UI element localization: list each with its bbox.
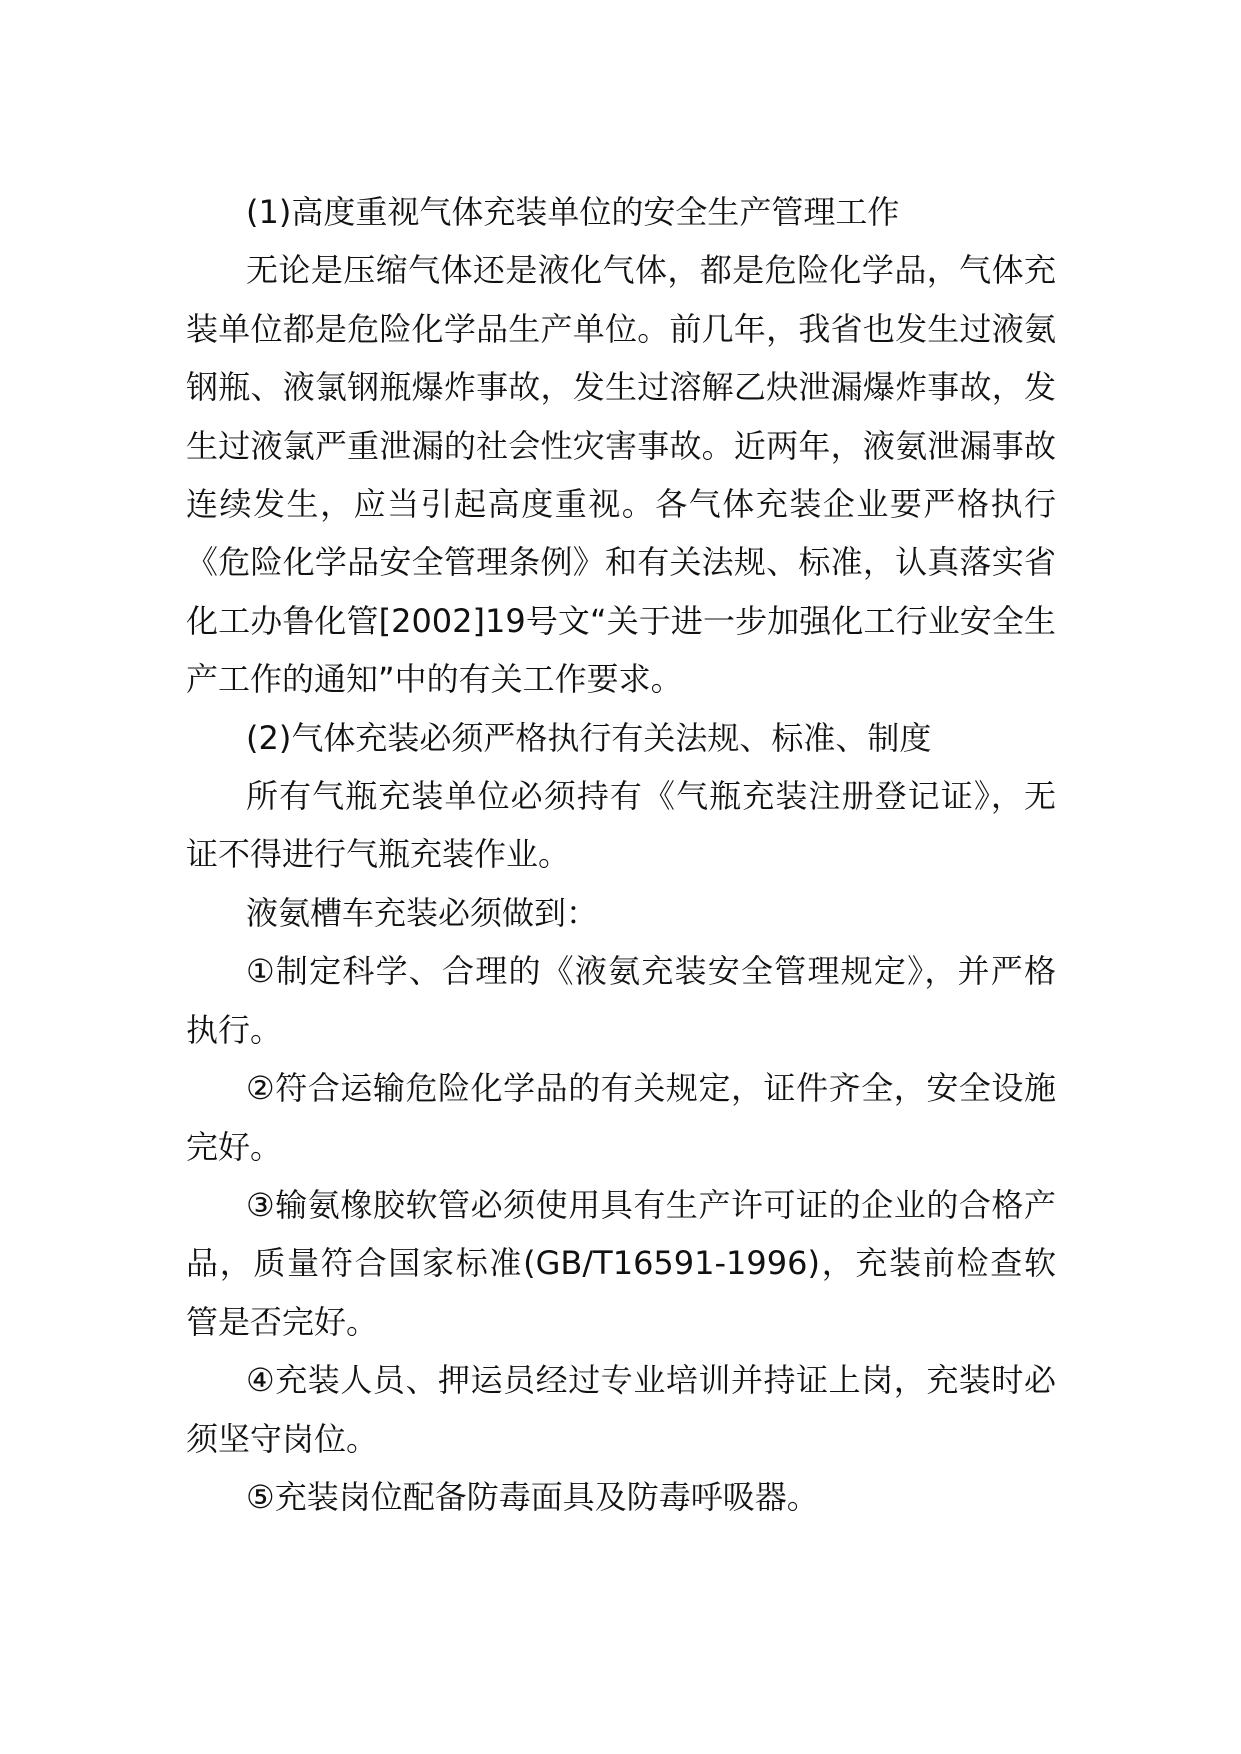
paragraph-gas-hazard-overview: 无论是压缩气体还是液化气体，都是危险化学品，气体充装单位都是危险化学品生产单位。前几年，我省也发生过液氨钢瓶、液氯钢瓶爆炸事故，发生过溶解乙炔泄漏爆炸事故，发生过液氯严重泄漏的社会性灾害事故。近两年，液氨泄漏事故连续发生，应当引起高度重视。各气体充装企业要严格执行《危险化学品安全管理条例》和有关法规、标准，认真落实省化工办鲁化管[2002]19号文“关于进一步加强化工行业安全生产工作的通知”中的有关工作要求。	[186, 251, 1056, 699]
list-item-1: ①制定科学、合理的《液氨充装安全管理规定》，并严格执行。	[186, 952, 1056, 1049]
section-heading-2: (2)气体充装必须严格执行有关法规、标准、制度	[246, 718, 932, 757]
list-item-3: ③输氨橡胶软管必须使用具有生产许可证的企业的合格产品，质量符合国家标准(GB/T16591-1996)，充装前检查软管是否完好。	[186, 1185, 1056, 1341]
list-item-5: ⑤充装岗位配备防毒面具及防毒呼吸器。	[246, 1477, 819, 1516]
document-body	[186, 183, 1056, 1526]
section-heading-1: (1)高度重视气体充装单位的安全生产管理工作	[246, 193, 900, 231]
list-item-2: ②符合运输危险化学品的有关规定，证件齐全，安全设施完好。	[186, 1069, 1056, 1166]
paragraph-certificate-requirement: 所有气瓶充装单位必须持有《气瓶充装注册登记证》，无证不得进行气瓶充装作业。	[186, 777, 1056, 874]
paragraph-tanker-requirements-intro: 液氨槽车充装必须做到：	[246, 893, 599, 932]
list-item-4: ④充装人员、押运员经过专业培训并持证上岗，充装时必须坚守岗位。	[186, 1361, 1056, 1458]
